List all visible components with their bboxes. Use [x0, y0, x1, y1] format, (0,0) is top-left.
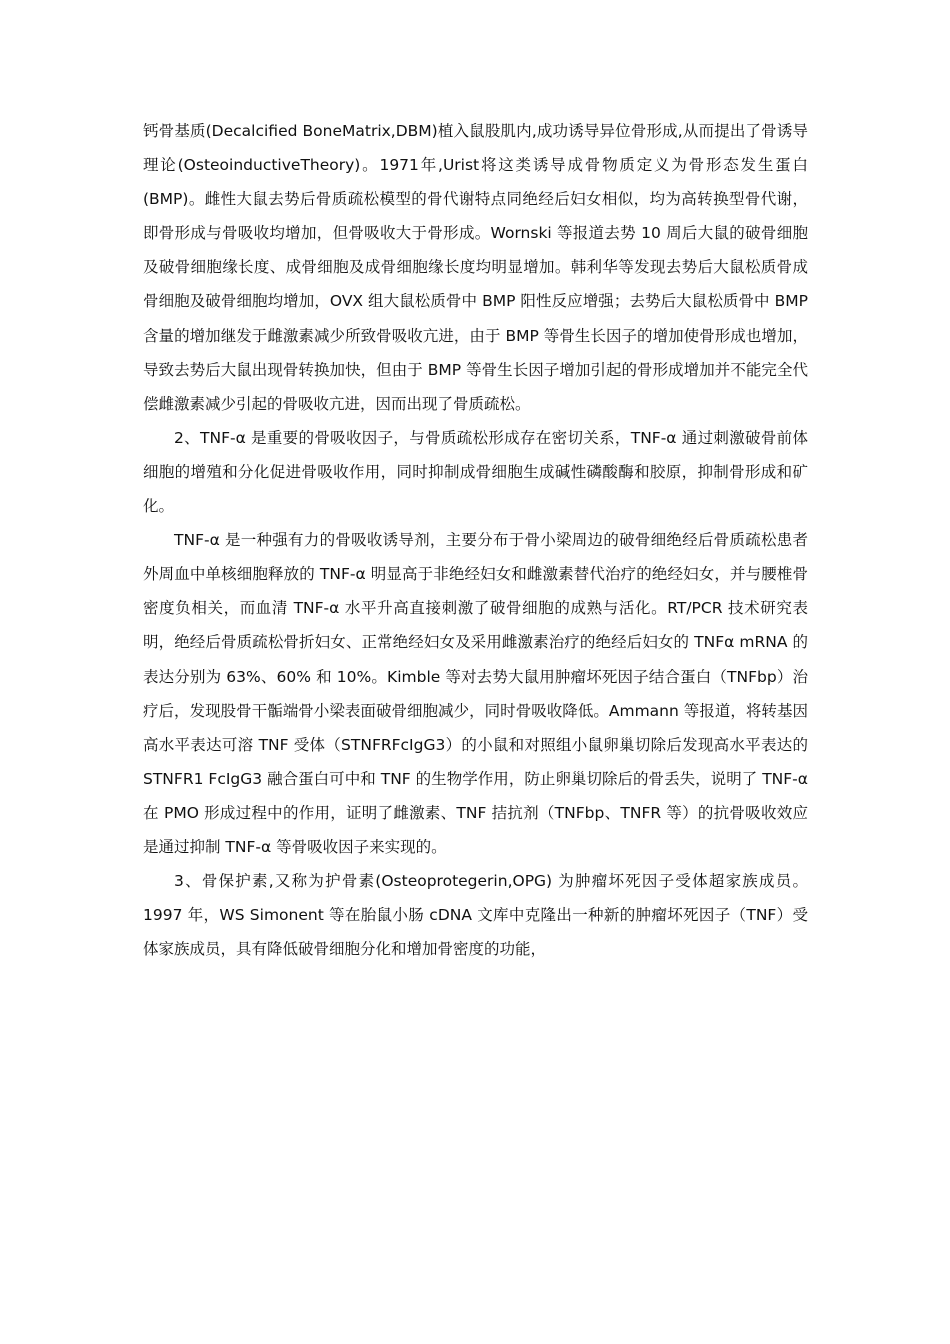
paragraph-opg: 3、骨保护素,又称为护骨素(Osteoprotegerin,OPG) 为肿瘤坏死因子受体超家族成员。1997 年，WS Simonent 等在胎鼠小肠 cDNA 文库中克隆出一种新的肿瘤坏死因子（TNF）受体家族成员，具有降低破骨细胞分化和增加骨密度的功能，	[143, 872, 808, 959]
paragraph-tnf-alpha-intro: 2、TNF-α 是重要的骨吸收因子，与骨质疏松形成存在密切关系，TNF-α 通过刺激破骨前体细胞的增殖和分化促进骨吸收作用，同时抑制成骨细胞生成碱性磷酸酶和胶原，抑制骨形成和矿化。	[143, 428, 808, 516]
document-body	[143, 114, 808, 966]
paragraph-tnf-alpha-details: TNF-α 是一种强有力的骨吸收诱导剂，主要分布于骨小梁周边的破骨细绝经后骨质疏松患者外周血中单核细胞释放的 TNF-α 明显高于非绝经妇女和雌激素替代治疗的绝经妇女，并与腰椎骨密度负相关，而血清 TNF-α 水平升高直接刺激了破骨细胞的成熟与活化。RT/PCR 技术研究表明，绝经后骨质疏松骨折妇女、正常绝经妇女及采用雌激素治疗的绝经后妇女的 TNFα mRNA 的表达分别为 63%、60% 和 10%。Kimble 等对去势大鼠用肿瘤坏死因子结合蛋白（TNFbp）治疗后，发现股骨干骺端骨小梁表面破骨细胞减少，同时骨吸收降低。Ammann 等报道，将转基因高水平表达可溶 TNF 受体（STNFRFcIgG3）的小鼠和对照组小鼠卵巢切除后发现高水平表达的 STNFR1 FcIgG3 融合蛋白可中和 TNF 的生物学作用，防止卵巢切除后的骨丢失，说明了 TNF-α 在 PMO 形成过程中的作用，证明了雌激素、TNF 拮抗剂（TNFbp、TNFR 等）的抗骨吸收效应是通过抑制 TNF-α 等骨吸收因子来实现的。	[143, 531, 808, 856]
paragraph-bmp: 钙骨基质(Decalcified BoneMatrix,DBM)植入鼠股肌内,成功诱导异位骨形成,从而提出了骨诱导理论(OsteoinductiveTheory)。1971年,Urist将这类诱导成骨物质定义为骨形态发生蛋白(BMP)。雌性大鼠去势后骨质疏松模型的骨代谢特点同绝经后妇女相似，均为高转换型骨代谢，即骨形成与骨吸收均增加，但骨吸收大于骨形成。Wornski 等报道去势 10 周后大鼠的破骨细胞及破骨细胞缘长度、成骨细胞及成骨细胞缘长度均明显增加。韩利华等发现去势后大鼠松质骨成骨细胞及破骨细胞均增加，OVX 组大鼠松质骨中 BMP 阳性反应增强；去势后大鼠松质骨中 BMP 含量的增加继发于雌激素减少所致骨吸收亢进，由于 BMP 等骨生长因子的增加使骨形成也增加，导致去势后大鼠出现骨转换加快，但由于 BMP 等骨生长因子增加引起的骨形成增加并不能完全代偿雌激素减少引起的骨吸收亢进，因而出现了骨质疏松。	[143, 122, 808, 413]
